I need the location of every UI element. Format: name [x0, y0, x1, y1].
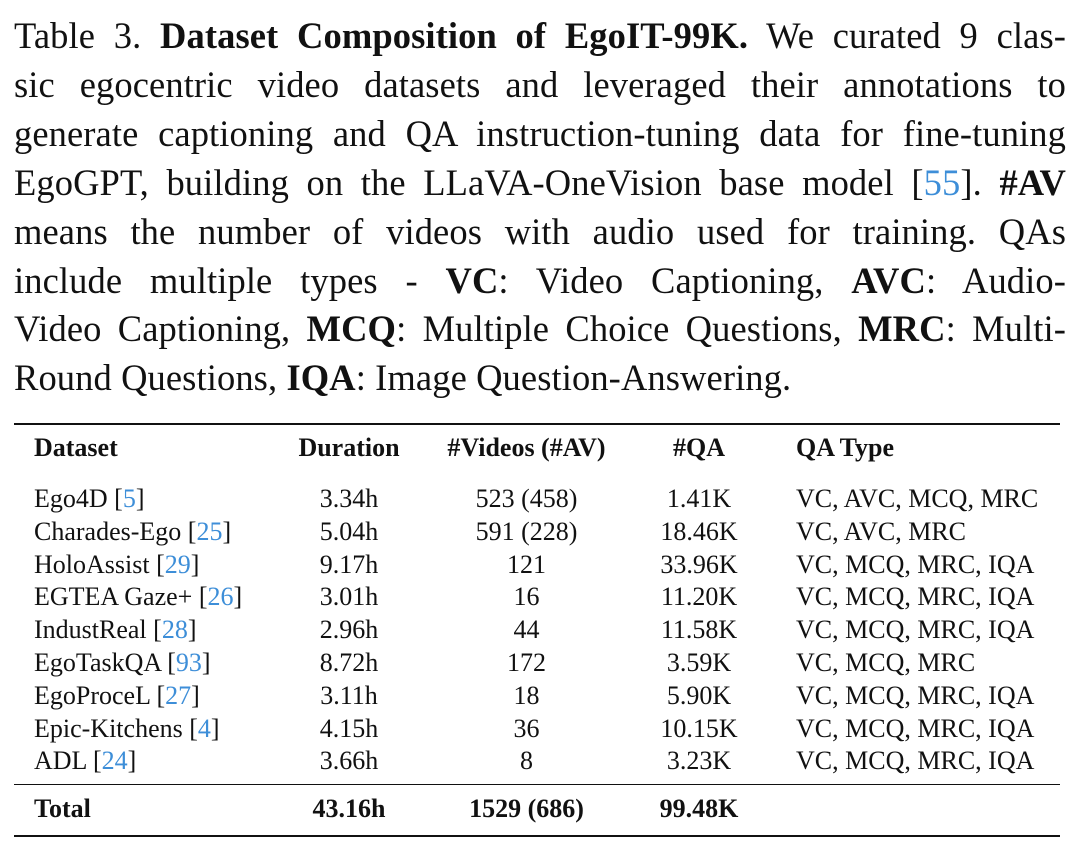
caption-term: MCQ [306, 308, 397, 350]
cell-videos: 121 [507, 549, 546, 579]
cell-qa-type: VC, AVC, MCQ, MRC [796, 484, 1039, 513]
cell-duration: 3.01h [319, 582, 379, 612]
dataset-name: IndustReal [34, 615, 147, 645]
citation-link[interactable]: 27 [165, 680, 192, 710]
citation-link[interactable]: 29 [164, 549, 191, 579]
table-row [14, 680, 1060, 713]
cell-qa-type: VC, MCQ, MRC, IQA [796, 549, 1035, 579]
cell-qa: 5.90K [666, 680, 732, 710]
table-row [14, 713, 1060, 746]
cell-dataset: IndustReal [28] [34, 615, 197, 645]
total-qa-type [769, 785, 1060, 836]
caption-term: VC [445, 259, 499, 301]
table-row [14, 516, 1060, 549]
cell-qa-type: VC, MCQ, MRC, IQA [796, 615, 1035, 645]
cell-qa-type: VC, AVC, MRC [796, 516, 967, 546]
table-row [14, 647, 1060, 680]
caption-term: MRC [858, 308, 946, 350]
cell-videos: 523 (458) [475, 484, 578, 513]
header-duration: Duration [298, 433, 400, 462]
cell-dataset: EgoProceL [27] [34, 680, 200, 710]
header-dataset: Dataset [34, 433, 118, 462]
citation-link[interactable]: 28 [161, 615, 188, 645]
citation-link[interactable]: 5 [122, 484, 136, 513]
header-qa-type: QA Type [796, 433, 895, 462]
total-videos: 1529 (686) [424, 785, 629, 836]
cell-dataset: HoloAssist [29] [34, 549, 200, 579]
dataset-name: Ego4D [34, 484, 108, 513]
dataset-name: EGTEA Gaze+ [34, 582, 193, 612]
cell-dataset: ADL [24] [34, 746, 137, 776]
caption-term: IQA [286, 357, 356, 399]
caption-line-1 [14, 12, 1066, 61]
table-row [14, 745, 1060, 784]
table-total-row [14, 785, 1060, 836]
cell-qa: 11.20K [660, 582, 738, 612]
cell-qa: 18.46K [660, 516, 738, 546]
caption-text: : Audio- [925, 259, 1066, 301]
cell-qa-type: VC, MCQ, MRC, IQA [796, 713, 1035, 743]
caption-label: Table 3. [14, 15, 142, 56]
dataset-name: Charades-Ego [34, 516, 182, 546]
total-label: Total [14, 785, 274, 836]
cell-videos: 44 [513, 615, 540, 645]
cell-qa-type: VC, MCQ, MRC, IQA [796, 746, 1035, 776]
citation-link[interactable]: 55 [923, 161, 961, 203]
caption-text: ]. [960, 161, 982, 203]
cell-qa: 11.58K [660, 615, 738, 645]
citation-link[interactable]: 26 [207, 582, 234, 612]
cell-qa: 10.15K [660, 713, 738, 743]
citation-link[interactable]: 24 [101, 746, 128, 776]
table-body [14, 474, 1060, 785]
header-videos: #Videos (#AV) [447, 433, 606, 462]
caption-line-6 [14, 257, 1066, 306]
caption-text: : Multiple Choice Questions, [396, 308, 842, 350]
cell-qa-type: VC, MCQ, MRC, IQA [796, 680, 1035, 710]
dataset-name: EgoTaskQA [34, 647, 161, 677]
caption-title: Dataset Composition of EgoIT-99K. [160, 15, 749, 56]
cell-dataset: Ego4D [5] [34, 484, 145, 513]
citation-link[interactable]: 4 [197, 713, 211, 743]
caption-text: We curated 9 clas- [766, 15, 1066, 56]
total-qa: 99.48K [629, 785, 769, 836]
table-caption [14, 12, 1066, 403]
cell-videos: 8 [520, 746, 533, 776]
caption-line-5: means the number of videos with audio used for training. QAs [14, 210, 1066, 252]
cell-duration: 9.17h [319, 549, 379, 579]
caption-line-7 [14, 305, 1066, 354]
table-header-row [14, 424, 1060, 474]
caption-term: #AV [999, 161, 1067, 203]
cell-qa: 3.23K [666, 746, 732, 776]
caption-text: Video Captioning, [14, 308, 291, 350]
dataset-name: EgoProceL [34, 680, 150, 710]
caption-text: : Image Question-Answering. [355, 357, 792, 399]
cell-duration: 2.96h [319, 615, 379, 645]
table-row [14, 614, 1060, 647]
cell-qa: 1.41K [666, 484, 732, 513]
dataset-composition-table [14, 423, 1060, 837]
table-row [14, 549, 1060, 582]
cell-dataset: Charades-Ego [25] [34, 516, 232, 546]
cell-dataset: Epic-Kitchens [4] [34, 713, 220, 743]
cell-videos: 591 (228) [475, 516, 578, 546]
cell-videos: 36 [513, 713, 540, 743]
caption-text: : Video Captioning, [498, 259, 824, 301]
caption-line-8 [14, 354, 1066, 403]
cell-videos: 16 [513, 582, 540, 612]
cell-qa-type: VC, MCQ, MRC, IQA [796, 582, 1035, 612]
cell-videos: 172 [507, 647, 546, 677]
caption-line-2: sic egocentric video datasets and leveraged their annotations to [14, 63, 1066, 105]
caption-text: EgoGPT, building on the LLaVA-OneVision base model [ [14, 161, 924, 203]
dataset-name: Epic-Kitchens [34, 713, 183, 743]
caption-line-3: generate captioning and QA instruction-tuning data for fine-tuning [14, 112, 1066, 154]
header-qa: #QA [673, 433, 725, 462]
caption-line-4 [14, 159, 1066, 208]
cell-qa: 33.96K [660, 549, 738, 579]
cell-duration: 4.15h [319, 713, 379, 743]
cell-dataset: EGTEA Gaze+ [26] [34, 582, 243, 612]
cell-dataset: EgoTaskQA [93] [34, 647, 211, 677]
cell-duration: 3.11h [320, 680, 378, 710]
total-duration: 43.16h [274, 785, 424, 836]
cell-qa: 3.59K [666, 647, 732, 677]
citation-link[interactable]: 93 [175, 647, 202, 677]
cell-duration: 8.72h [319, 647, 379, 677]
caption-text: Round Questions, [14, 357, 278, 399]
cell-duration: 3.66h [319, 746, 379, 776]
cell-qa-type: VC, MCQ, MRC [796, 647, 976, 677]
dataset-name: HoloAssist [34, 549, 150, 579]
caption-text: : Multi- [945, 308, 1066, 350]
cell-videos: 18 [513, 680, 540, 710]
citation-link[interactable]: 25 [196, 516, 223, 546]
caption-text: include multiple types - [14, 259, 418, 301]
dataset-table-container [14, 423, 1060, 837]
cell-duration: 5.04h [319, 516, 379, 546]
table-row [14, 474, 1060, 516]
dataset-name: ADL [34, 746, 87, 776]
cell-duration: 3.34h [319, 484, 379, 513]
caption-term: AVC [851, 259, 926, 301]
table-row [14, 581, 1060, 614]
